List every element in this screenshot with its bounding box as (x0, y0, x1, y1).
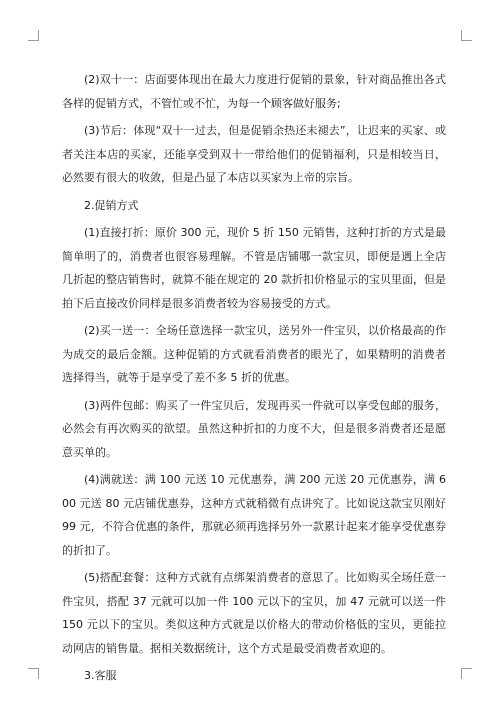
paragraph-direct-discount: (1)直接打折：原价 300 元，现价 5 折 150 元销售，这种打折的方式是最简单明了的，消费者也很容易理解。不管是店铺哪一款宝贝，即便是遇上全店几折起的整店销售时，就算不能在规定的 20 款折扣价格显示的宝贝里面，但是拍下后直接改价同样是很多消费者较为容易接受的方式。 (62, 226, 446, 310)
section-heading-customer-service: 3.客服 (84, 669, 117, 682)
crop-mark-bottom-left (28, 668, 39, 679)
crop-mark-top-left (28, 30, 39, 41)
paragraph-two-items-free-shipping: (3)两件包邮：购买了一件宝贝后，发现再买一件就可以享受包邮的服务，必然会有再次购买的欲望。虽然这种折扣的力度不大，但是很多消费者还是愿意买单的。 (62, 398, 446, 459)
document-body (62, 68, 446, 688)
crop-mark-bottom-right (461, 668, 472, 679)
paragraph-spend-and-get: (4)满就送：满 100 元送 10 元优惠券，满 200 元送 20 元优惠券，满 600 元送 80 元店铺优惠券，这种方式就稍微有点讲究了。比如说这款宝贝刚好 99 元，不符合优惠的条件，那就必须再选择另外一款累计起来才能享受优惠券的折扣了。 (62, 473, 446, 557)
paragraph-bundle-package: (5)搭配套餐：这种方式就有点绑架消费者的意思了。比如购买全场任意一件宝贝，搭配 37 元就可以加一件 100 元以下的宝贝，加 47 元就可以送一件 150 元以下的宝贝。类似这种方式就是以价格大的带动价格低的宝贝，更能拉动网店的销售量。据相关数据统计，这个方式是最受消费者欢迎的。 (62, 571, 446, 655)
paragraph-buy-one-get-one: (2)买一送一：全场任意选择一款宝贝，送另外一件宝贝，以价格最高的作为成交的最后金额。这种促销的方式就看消费者的眼光了，如果精明的消费者选择得当，就等于是享受了差不多 5 折的优惠。 (62, 324, 446, 384)
paragraph-after-festival: (3)节后：体现“双十一过去，但是促销余热还未褪去”，让迟来的买家、或者关注本店的买家，还能享受到双十一带给他们的促销福利，只是相较当日，必然要有很大的收敛，但是凸显了本店以买家为上帝的宗旨。 (62, 124, 446, 184)
crop-mark-top-right (461, 30, 472, 41)
paragraph-double-eleven: (2)双十一：店面要体现出在最大力度进行促销的景象，针对商品推出各式各样的促销方式，不管忙或不忙，为每一个顾客做好服务; (62, 73, 446, 110)
section-heading-promotion-methods: 2.促销方式 (84, 198, 139, 212)
